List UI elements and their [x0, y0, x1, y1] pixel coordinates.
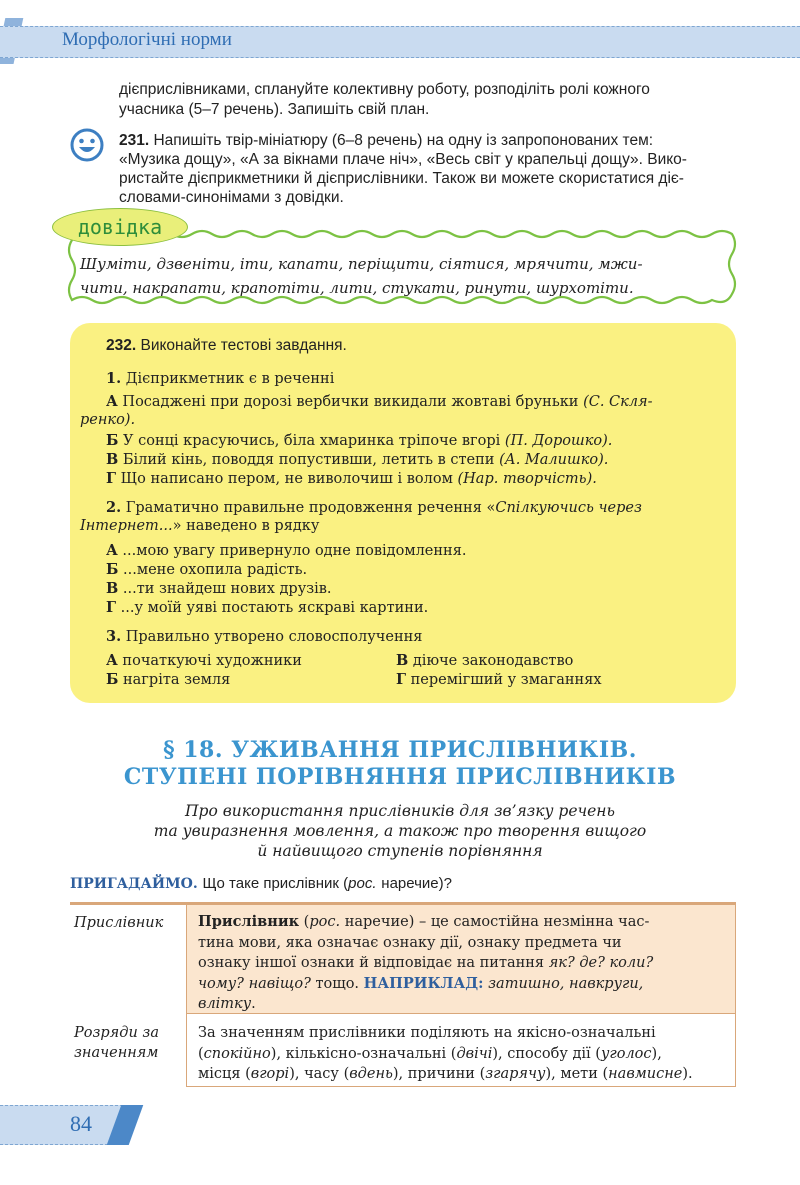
- q3-g-letter: Г: [396, 671, 407, 688]
- q1-option-b: [106, 431, 612, 451]
- q3-option-v: [396, 651, 573, 671]
- q1-g-source: (Нар. творчість).: [457, 471, 597, 487]
- q2-v-text: ...ти знайдеш нових друзів.: [122, 581, 332, 597]
- q1-v-text: Білий кінь, поводдя попустивши, летить в степи: [122, 452, 495, 468]
- intro-line-2: учасника (5–7 речень). Запишіть свій план.: [119, 101, 430, 118]
- q3-option-b: [106, 670, 230, 690]
- q3-g-text: перемігший у змаганнях: [410, 672, 602, 688]
- ex231-text-1: Напишіть твір-мініатюру (6–8 речень) на одну із запропонованих тем:: [153, 132, 654, 149]
- cat-line-1: За значенням прислівники поділяють на якісно-означальні: [198, 1025, 656, 1041]
- cat-text-2c: ), способу дії (: [492, 1046, 601, 1062]
- ex231-line-2: «Музика дощу», «А за вікнами плаче ніч», «Весь світ у крапельці дощу». Вико-: [119, 151, 687, 168]
- q3-number: 3.: [106, 628, 122, 645]
- section-title-line-2: СТУПЕНІ ПОРІВНЯННЯ ПРИСЛІВНИКІВ: [123, 764, 677, 790]
- q1-a-source-2: ренко).: [80, 412, 136, 428]
- q2-quote-2: Інтернет...: [80, 518, 173, 534]
- q2-text-2: » наведено в рядку: [172, 518, 320, 534]
- dovidka-line-1: Шуміти, дзвеніти, іти, капати, періщити, сіятися, мрячити, мжи-: [80, 255, 643, 273]
- ex231-line-1: [119, 131, 736, 151]
- def-examples-1: затишно, навкруги,: [488, 976, 644, 992]
- q2-v-letter: В: [106, 580, 119, 597]
- q1-a-text: Посаджені при дорозі вербички викидали жовтаві бруньки: [122, 394, 579, 410]
- q1-v-source: (А. Малишко).: [499, 452, 609, 468]
- q1-b-text: У сонці красуючись, біла хмаринка тріпоче вгорі: [123, 433, 501, 449]
- q1-option-g: [106, 469, 597, 489]
- section-subtitle-line-2: та увиразнення мовлення, а також про творення вищого: [153, 822, 647, 840]
- cat-ex-3: уголос: [600, 1046, 652, 1062]
- def-questions-1: як? де? коли?: [548, 955, 654, 971]
- q2-a-text: ...мою увагу привернуло одне повідомлення.: [122, 543, 467, 559]
- ex232-intro: Виконайте тестові завдання.: [140, 337, 347, 354]
- cat-line-2: (спокійно), кількісно-означальні (двічі), способу дії (уголос),: [198, 1046, 662, 1062]
- cat-line-3: [198, 1064, 726, 1085]
- def-rus: рос.: [309, 914, 341, 930]
- q3-v-letter: В: [396, 652, 409, 669]
- q1-g-text: Що написано пером, не виволочиш і волом: [120, 471, 453, 487]
- q2-a-letter: А: [106, 542, 118, 559]
- q2-option-b: [106, 560, 307, 580]
- q1-number: 1.: [106, 370, 122, 387]
- q2-b-letter: Б: [106, 561, 119, 578]
- ex232-intro-line: [106, 336, 606, 356]
- table-row-1-label: Прислівник: [74, 915, 164, 931]
- cat-ex-7: навмисне: [608, 1066, 683, 1082]
- q3-text: Правильно утворено словосполучення: [125, 629, 423, 645]
- q1-a-source-2-line: [80, 411, 135, 430]
- q3-v-text: діюче законодавство: [412, 653, 574, 669]
- q3-option-g: [396, 670, 602, 690]
- q2-question-line-1: [106, 498, 642, 518]
- q1-b-letter: Б: [106, 432, 119, 449]
- def-example-label: НАПРИКЛАД:: [363, 975, 484, 992]
- table-row-2-label-1: Розряди за: [74, 1025, 159, 1041]
- ex231-number: 231.: [119, 132, 150, 149]
- dovidka-line-2: чити, накрапати, крапотіти, лити, стукати, ринути, шурхотіти.: [80, 279, 634, 297]
- smiley-icon: [70, 128, 104, 162]
- q1-text: Дієприкметник є в реченні: [125, 371, 335, 387]
- def-line-5: [198, 994, 726, 1015]
- def-line-3: [198, 953, 726, 974]
- q3-question: [106, 627, 422, 647]
- cat-text-3b: ), часу (: [289, 1066, 350, 1082]
- q1-b-source: (П. Дорошко).: [504, 433, 613, 449]
- page-header: [0, 0, 800, 64]
- cat-text-3a: місця (: [198, 1066, 251, 1082]
- page-footer: [0, 1105, 140, 1145]
- table-row-2-label-2: значенням: [74, 1045, 159, 1061]
- q2-text-1: Граматично правильне продовження речення «: [125, 500, 496, 516]
- dovidka-text: [80, 252, 720, 300]
- q3-b-text: нагріта земля: [123, 672, 231, 688]
- q2-quote-1: Спілкуючись через: [495, 500, 642, 516]
- def-line-4: [198, 974, 726, 995]
- q1-a-source-1: (С. Скля-: [583, 394, 653, 410]
- section-title-line-1: § 18. УЖИВАННЯ ПРИСЛІВНИКІВ.: [163, 737, 637, 763]
- header-title: Морфологічні норми: [62, 29, 232, 50]
- q1-option-v: [106, 450, 608, 470]
- recall-line: [70, 873, 452, 894]
- recall-text-b: наречие)?: [381, 875, 452, 892]
- ex231-line-3: ристайте дієприкметники й дієприслівники. Також ви можете скористатися діє-: [119, 170, 684, 187]
- ex231-line-4: словами-синонімами з довідки.: [119, 189, 344, 206]
- q3-b-letter: Б: [106, 671, 119, 688]
- q2-number: 2.: [106, 499, 122, 516]
- q2-option-v: [106, 579, 332, 599]
- recall-label: ПРИГАДАЙМО.: [70, 876, 198, 892]
- q3-a-letter: А: [106, 652, 118, 669]
- def-questions-2: чому? навіщо?: [198, 976, 311, 992]
- cat-ex-2: двічі: [456, 1046, 493, 1062]
- def-examples-2: влітку: [198, 996, 252, 1012]
- def-end: .: [251, 996, 256, 1012]
- cat-ex-5: вдень: [349, 1066, 393, 1082]
- q2-option-g: [106, 598, 428, 618]
- ex232-number: 232.: [106, 337, 137, 354]
- q1-g-letter: Г: [106, 470, 117, 487]
- cat-ex-4: вгорі: [250, 1066, 290, 1082]
- q2-b-text: ...мене охопила радість.: [123, 562, 308, 578]
- q1-option-a: [106, 392, 653, 412]
- recall-rus: рос.: [348, 875, 377, 892]
- q3-option-a: [106, 651, 302, 671]
- def-line-1: [198, 912, 726, 933]
- recall-text-a: Що таке прислівник (: [202, 875, 349, 892]
- q2-g-letter: Г: [106, 599, 117, 616]
- q2-g-text: ...у моїй уяві постають яскраві картини.: [120, 600, 429, 616]
- def-text-4: тощо.: [315, 976, 360, 992]
- cat-text-3d: ), мети (: [545, 1066, 609, 1082]
- cat-ex-1: спокійно: [203, 1046, 271, 1062]
- def-line-2: тина мови, яка означає ознаку дії, ознаку предмета чи: [198, 935, 622, 951]
- section-subtitle-line-3: й найвищого ступенів порівняння: [257, 842, 543, 860]
- q2-question-line-2: [80, 517, 319, 536]
- cat-ex-6: згарячу: [485, 1066, 546, 1082]
- cat-text-2d: ),: [651, 1046, 662, 1062]
- dovidka-label: довідка: [52, 208, 188, 246]
- page-number: 84: [70, 1111, 92, 1136]
- section-subtitle-line-1: Про використання прислівників для зв’язку речень: [185, 802, 615, 820]
- intro-line-1: дієприслівниками, сплануйте колективну роботу, розподіліть ролі кожного: [119, 81, 650, 98]
- q1-a-letter: А: [106, 393, 118, 410]
- def-text-3: ознаку іншої ознаки й відповідає на питання: [198, 955, 545, 971]
- cat-text-3e: ).: [682, 1066, 693, 1082]
- q3-a-text: початкуючі художники: [122, 653, 302, 669]
- q1-question: [106, 369, 334, 389]
- cat-text-3c: ), причини (: [392, 1066, 486, 1082]
- def-term: Прислівник: [198, 913, 300, 930]
- cat-text-2b: ), кількісно-означальні (: [270, 1046, 457, 1062]
- q2-option-a: [106, 541, 466, 561]
- def-paren: (: [303, 914, 310, 930]
- q1-v-letter: В: [106, 451, 119, 468]
- def-text-1: наречие) – це самостійна незмінна час-: [344, 914, 650, 930]
